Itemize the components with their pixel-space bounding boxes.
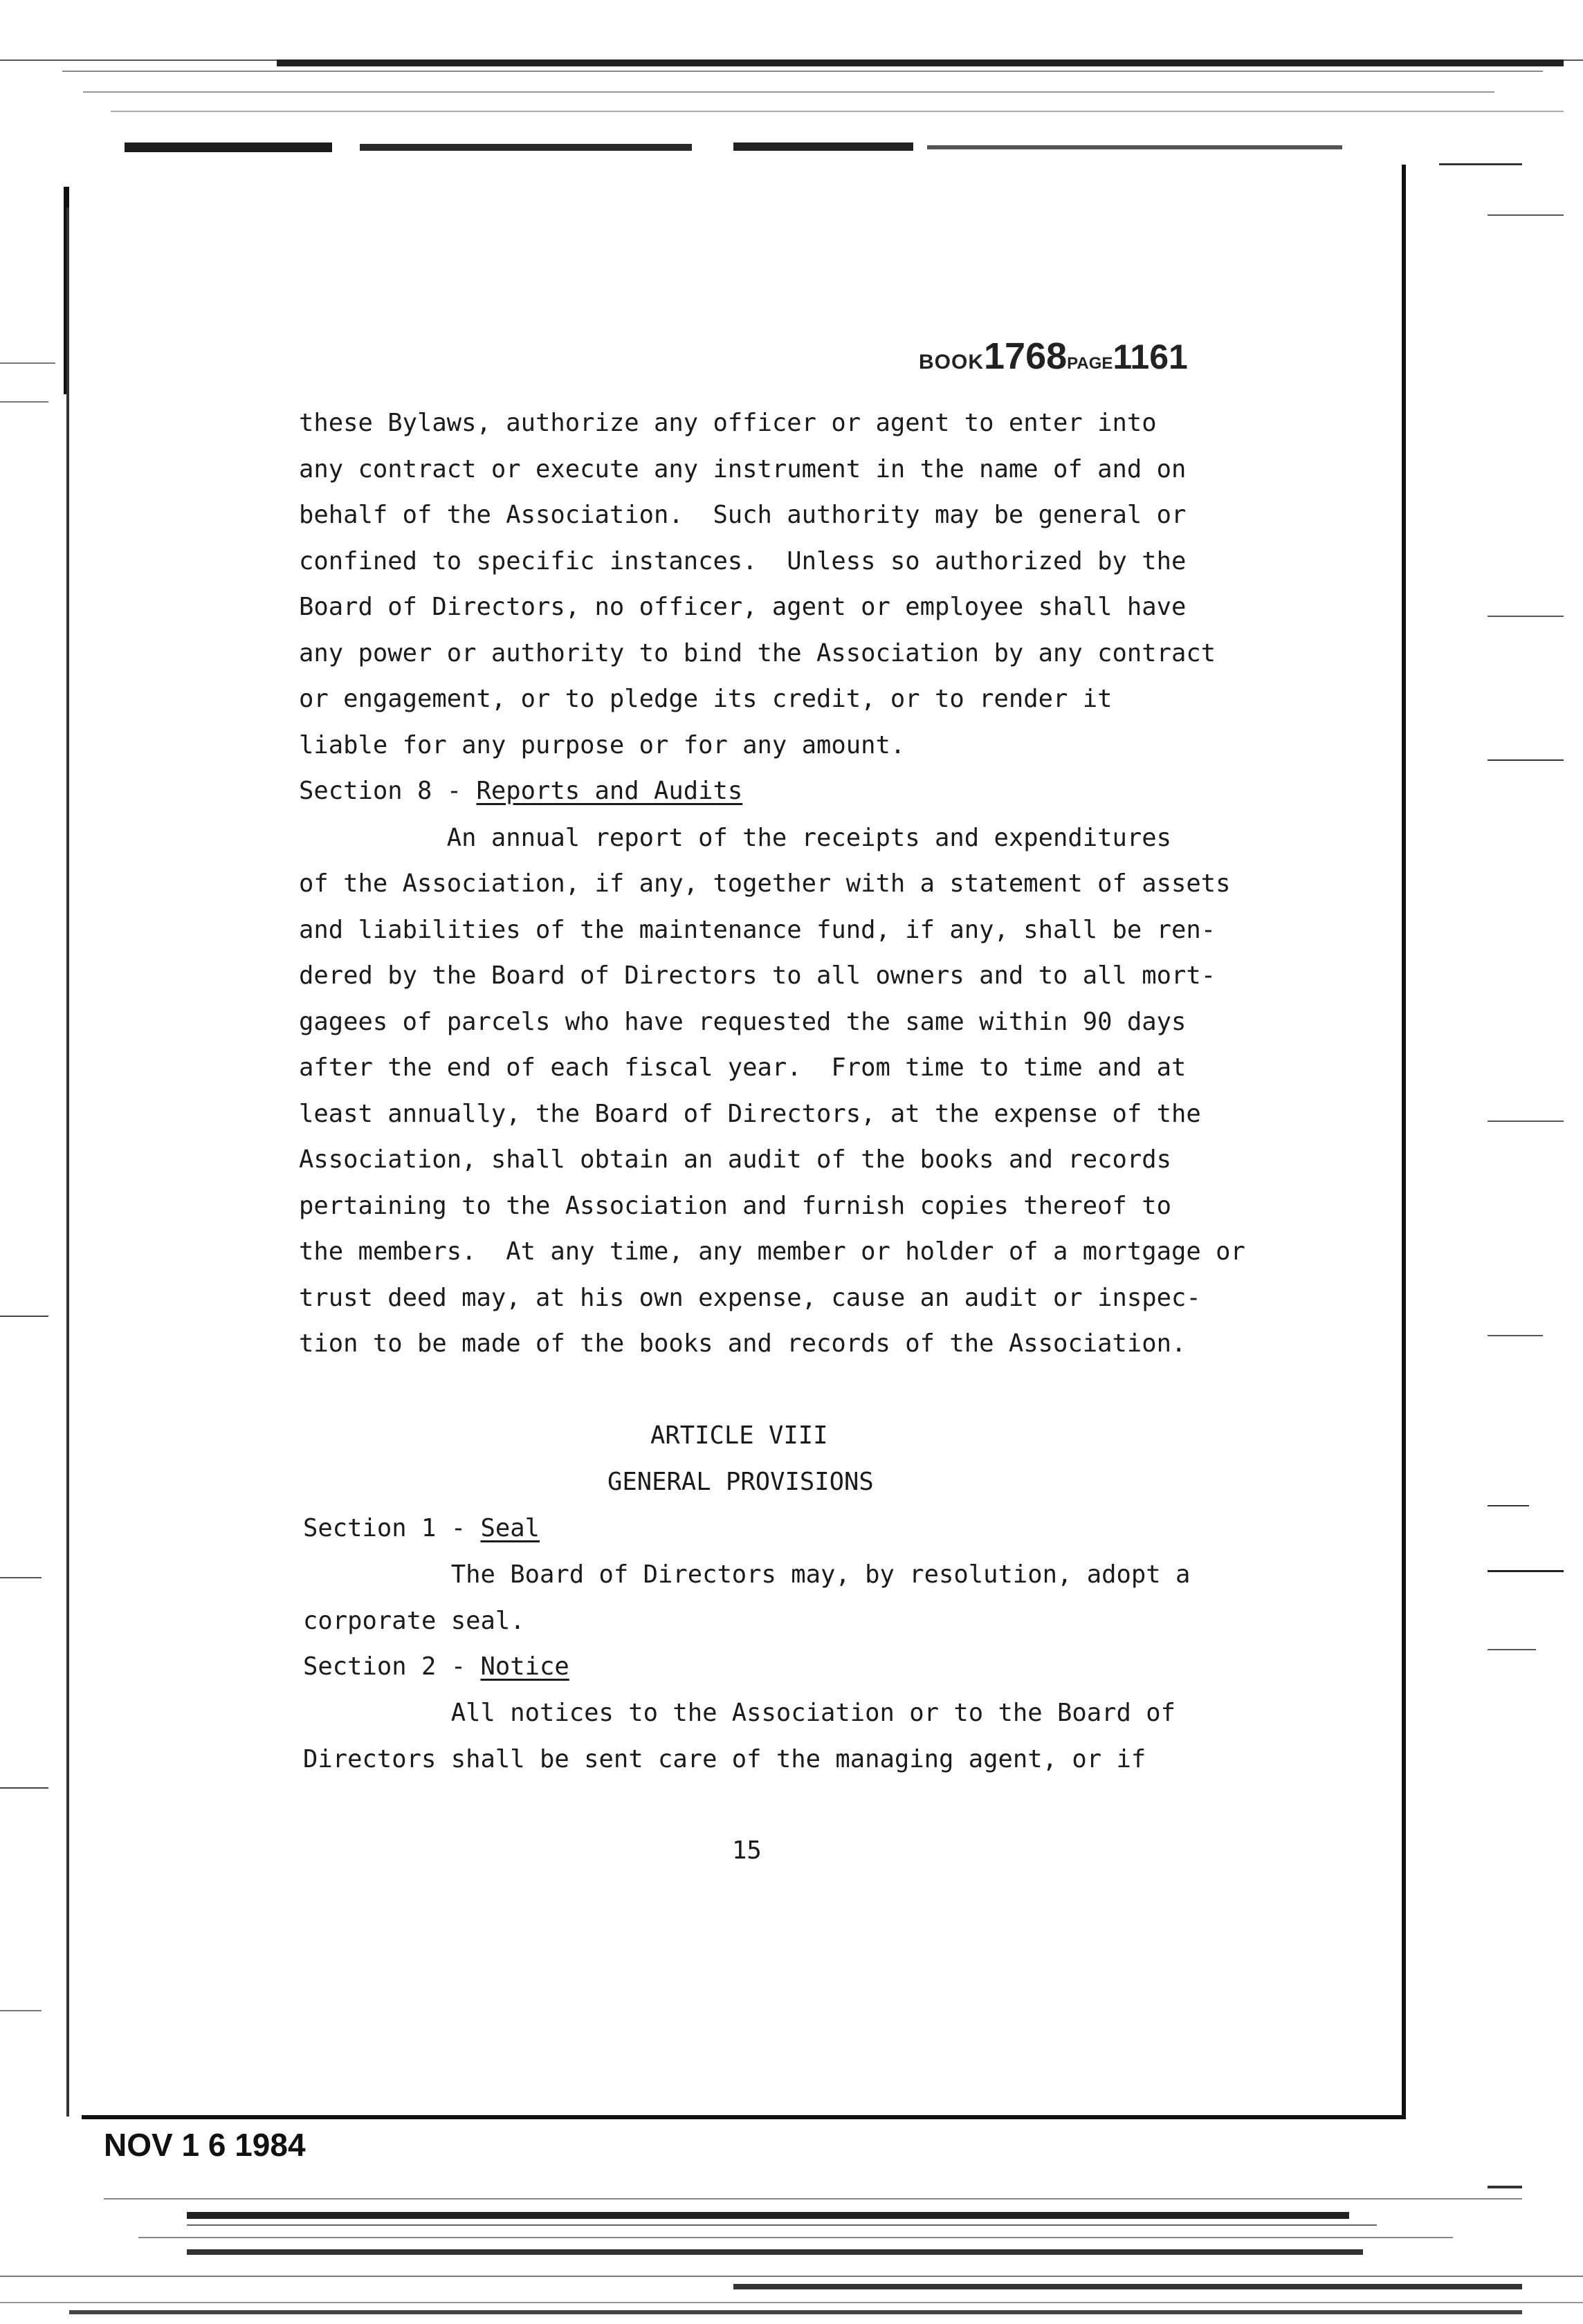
section-title: Reports and Audits (476, 777, 743, 805)
scan-edge-line (66, 208, 69, 2116)
margin-mark (0, 1316, 48, 1317)
section-title: Notice (480, 1652, 569, 1681)
margin-mark (0, 2010, 42, 2011)
body-line: tion to be made of the books and records of the Association. (299, 1329, 1187, 1358)
body-line: after the end of each fiscal year. From time to time and at (299, 1053, 1187, 1082)
section-1-heading (303, 1515, 540, 1542)
body-line: confined to specific instances. Unless so authorized by the (299, 547, 1187, 575)
page-number: 15 (732, 1836, 762, 1865)
body-line: trust deed may, at his own expense, cause an audit or inspec- (299, 1284, 1201, 1312)
margin-mark (0, 401, 48, 403)
book-label: BOOK (919, 351, 984, 374)
section-2-heading (303, 1653, 569, 1681)
page-label: PAGE (1067, 354, 1113, 373)
section-prefix: Section 1 - (303, 1514, 481, 1542)
article-title: GENERAL PROVISIONS (607, 1468, 874, 1496)
section-prefix: Section 8 - (299, 777, 477, 805)
body-line: of the Association, if any, together with a statement of assets (299, 869, 1231, 898)
body-line: Board of Directors, no officer, agent or employee shall have (299, 593, 1187, 621)
body-line: liable for any purpose or for any amount. (299, 731, 906, 759)
section-8-heading (299, 777, 742, 805)
margin-mark (0, 1787, 48, 1789)
body-line: and liabilities of the maintenance fund, if any, shall be ren- (299, 916, 1216, 944)
body-line: An annual report of the receipts and expenditures (299, 824, 1171, 852)
margin-mark (1488, 214, 1564, 216)
book-number: 1768 (984, 335, 1068, 377)
body-line: any power or authority to bind the Association by any contract (299, 639, 1216, 667)
body-line: gagees of parcels who have requested the same within 90 days (299, 1008, 1187, 1036)
margin-mark (0, 362, 55, 364)
page-number-stamp: 1161 (1113, 338, 1188, 376)
body-line: Directors shall be sent care of the managing agent, or if (303, 1745, 1146, 1773)
margin-mark (1488, 1335, 1543, 1336)
body-line: any contract or execute any instrument in the name of and on (299, 455, 1187, 483)
margin-mark (1488, 1120, 1564, 1122)
body-line: behalf of the Association. Such authority may be general or (299, 501, 1187, 529)
body-line: All notices to the Association or to the Board of (303, 1699, 1175, 1727)
margin-mark (1488, 1505, 1529, 1506)
article-number: ARTICLE VIII (650, 1421, 828, 1450)
body-line: corporate seal. (303, 1607, 525, 1635)
section-prefix: Section 2 - (303, 1652, 481, 1681)
book-page-stamp (919, 335, 1188, 378)
section-title: Seal (480, 1514, 540, 1542)
body-line: the members. At any time, any member or holder of a mortgage or (299, 1237, 1245, 1266)
body-line: or engagement, or to pledge its credit, or to render it (299, 685, 1113, 713)
recording-date-stamp: NOV 1 6 1984 (104, 2127, 306, 2163)
body-line: The Board of Directors may, by resolution, adopt a (303, 1560, 1191, 1589)
body-line: least annually, the Board of Directors, at the expense of the (299, 1100, 1201, 1128)
margin-mark (1488, 1649, 1536, 1650)
body-line: pertaining to the Association and furnish copies thereof to (299, 1192, 1171, 1220)
body-line: Association, shall obtain an audit of the books and records (299, 1145, 1171, 1174)
scan-artifact-bottom (0, 2179, 1583, 2324)
margin-mark (1488, 616, 1564, 617)
margin-mark (1488, 759, 1564, 761)
body-line: dered by the Board of Directors to all owners and to all mort- (299, 961, 1216, 990)
body-line: these Bylaws, authorize any officer or agent to enter into (299, 409, 1157, 437)
margin-mark (0, 1577, 42, 1578)
margin-mark (1488, 1570, 1564, 1572)
scan-artifact-top (0, 0, 1583, 131)
